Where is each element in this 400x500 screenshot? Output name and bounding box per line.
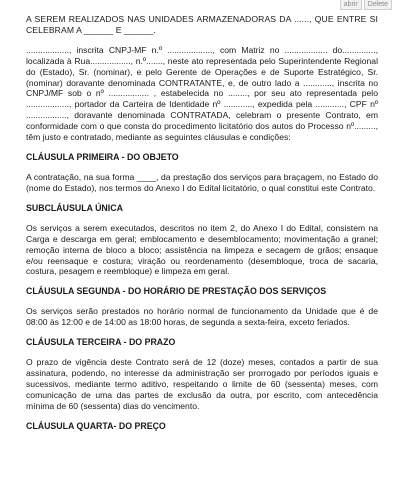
- clause-1-heading: CLÁUSULA PRIMEIRA - DO OBJETO: [26, 151, 179, 162]
- clause-1-text: A contratação, na sua forma ____, da prestação dos serviços para braçagem, no Estado do (nome do Estado), nos termos do Anexo I do Edital licitatório, o qual constitui este Contrato.: [26, 171, 378, 193]
- top-toolbar: [340, 0, 392, 10]
- open-button[interactable]: abrir: [340, 0, 362, 10]
- subclause-heading: SUBCLÁUSULA ÚNICA: [26, 202, 123, 213]
- clause-2-text: Os serviços serão prestados no horário normal de funcionamento da Unidade que é de 08:00 às 12:00 e de 14:00 as 18:00 horas, de segunda a sexta-feira, exceto feriados.: [26, 306, 378, 328]
- subclause-text: Os serviços a serem executados, descritos no item 2, do Anexo I do Edital, consistem na Carga e descarga em geral; emblocamento e desemblocamento; movimentação a granel; remoção interna de bloco a bloco; assistência na limpeza e secagem de grãos; ensaque e/ou reensaque e costura; viração ou reordenamento (desembloque, troca de sacaria, costura, pesagem e reembloque) e limpeza em geral.: [26, 222, 378, 277]
- clause-3-text: O prazo de vigência deste Contrato será de 12 (doze) meses, contados a partir de sua assinatura, podendo, no interesse da administração ser prorrogado por períodos iguais e sucessivos, mediante termo aditivo, respeitando o limite de 60 (sessenta) meses, com comunicação de uma das partes de exclusão da outra, por escrito, com antecedência mínima de 60 (sessenta) dias do vencimento.: [26, 357, 378, 411]
- clause-3-heading: CLÁUSULA TERCEIRA - DO PRAZO: [26, 337, 176, 348]
- delete-button[interactable]: Delete: [364, 0, 392, 10]
- clause-4-heading: CLÁUSULA QUARTA- DO PREÇO: [26, 420, 166, 431]
- contract-document: [26, 14, 378, 441]
- contract-intro: A SEREM REALIZADOS NAS UNIDADES ARMAZENADORAS DA ......, QUE ENTRE SI CELEBRAM A ______ E ______.: [26, 14, 378, 35]
- clause-2-heading: CLÁUSULA SEGUNDA - DO HORÁRIO DE PRESTAÇÃO DOS SERVIÇOS: [26, 286, 327, 297]
- contract-parties: .................., inscrita CNPJ-MF n.º ..................., com Matriz no .................. do.............., localizada à Rua................., n.º......., neste ato representada pelo Superintendente Regional do (Estado), Sr. (nominar), e pelo Gerente de Operações e de Suporte Estratégico, Sr. (nominar) doravante denominada CONTRATANTE, e, de outro lado a ............, inscrita no CNPJ/MF sob o nº ................. , estabelecida no ........, por seu ato representada pelo .................., portador da Carteira de Identidade nº ............, expedida pela ............, CPF nº ................., doravante denominada CONTRATADA, celebram o presente Contrato, em conformidade com o que consta do procedimento licitatório dos autos do Processo nº........., têm justo e contratado, mediante as seguintes cláusulas e condições:: [26, 44, 378, 143]
